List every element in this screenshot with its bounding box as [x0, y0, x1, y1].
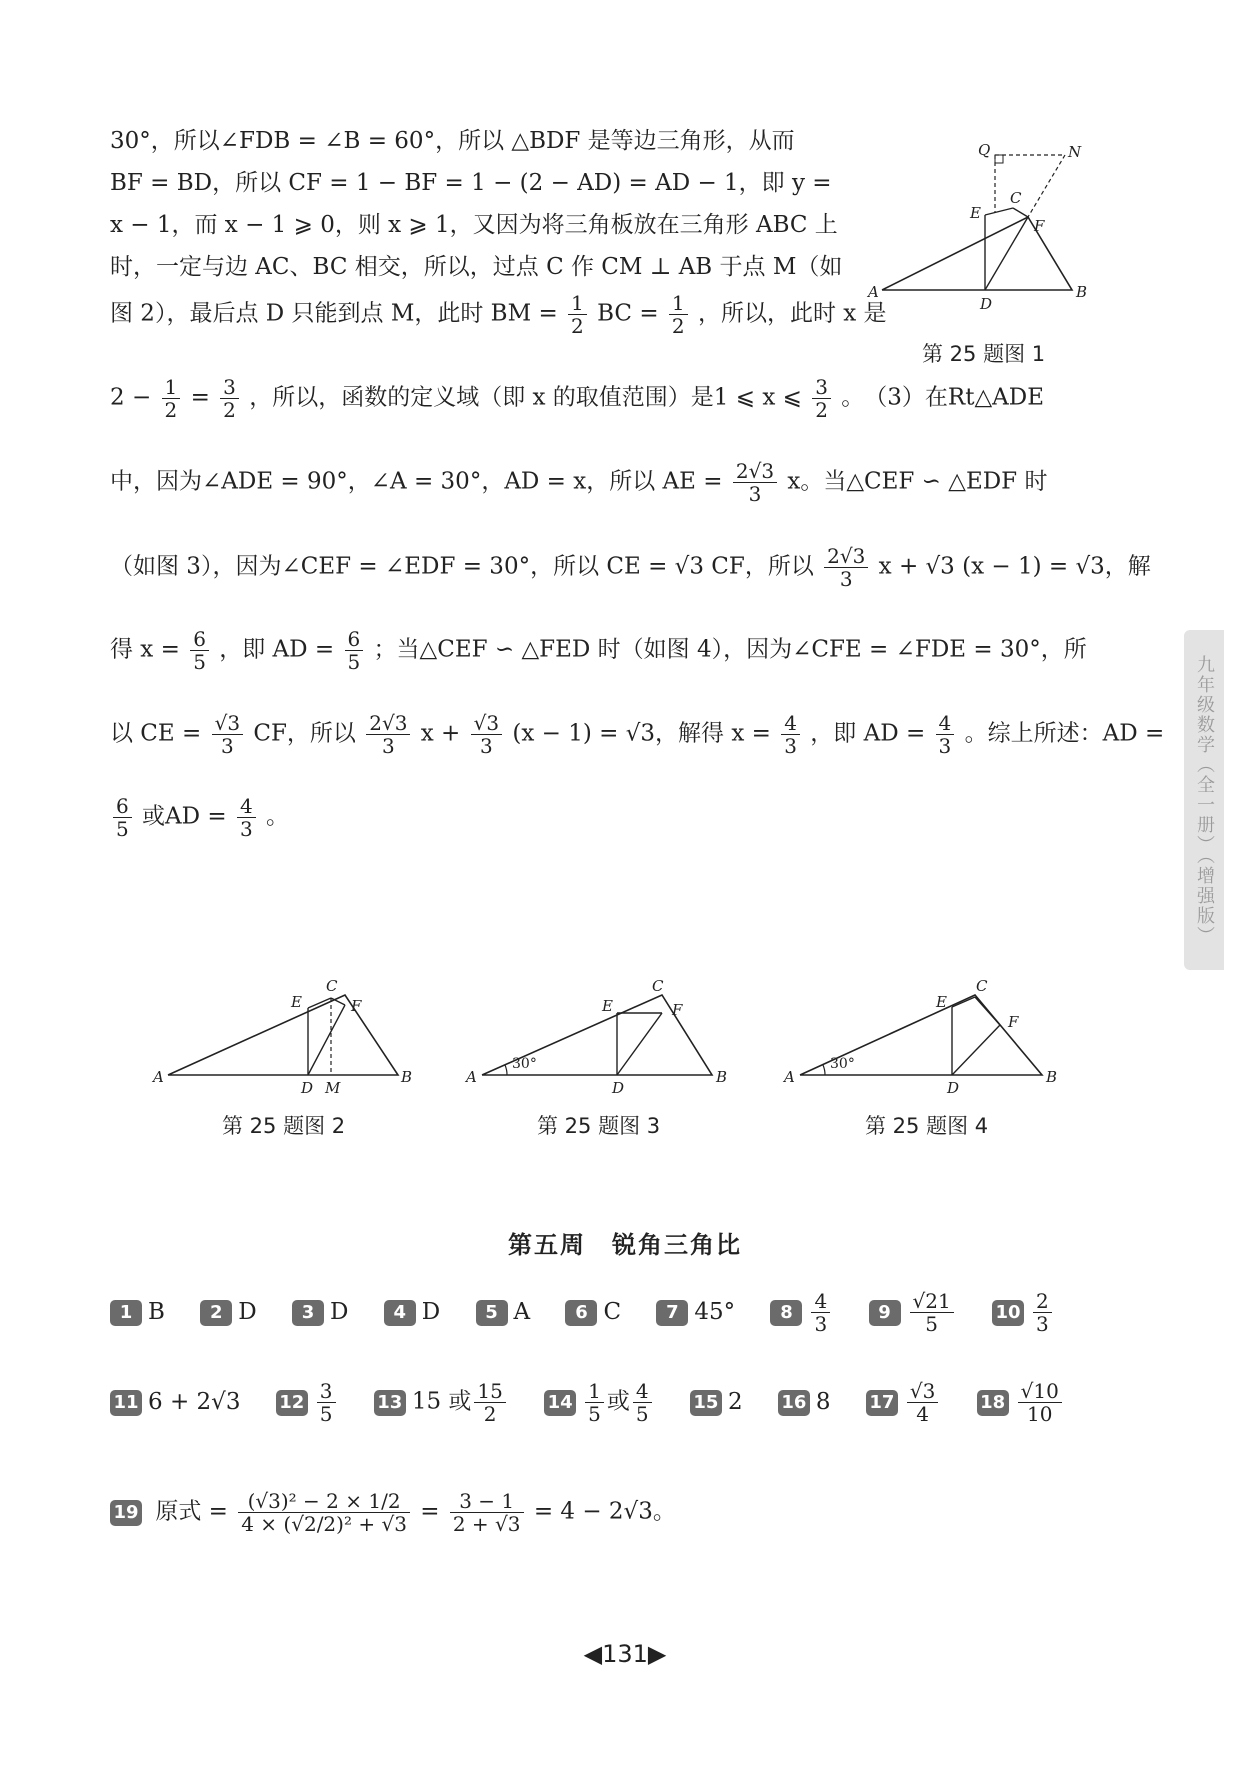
line5-text-b: BC =: [597, 300, 659, 327]
frac-den: 2 + √3: [452, 1512, 521, 1536]
figure-4: [780, 955, 1070, 1095]
frac-num: 4: [237, 795, 256, 818]
frac-num: √21: [910, 1290, 954, 1313]
solution-line-8: [110, 545, 1151, 590]
fraction-4-3-c: [237, 795, 256, 840]
label-B: B: [1076, 283, 1088, 301]
frac-den: 3: [381, 734, 395, 758]
answers-row-2: [110, 1380, 1093, 1425]
line9-text-c: ；当△CEF ∽ △FED 时（如图 4），因为∠CFE = ∠FDE = 30°，所: [373, 636, 1087, 663]
frac-num: (√3)² − 2 × 1/2: [238, 1490, 410, 1513]
fraction-4-3-b: [936, 712, 955, 757]
frac-den: 4 × (√2/2)² + √3: [241, 1512, 407, 1536]
question-number-badge: 7: [656, 1300, 688, 1326]
q19-prefix: 原式 =: [155, 1498, 228, 1525]
label-B: B: [401, 1068, 413, 1086]
fraction-3-2-b: [812, 376, 831, 421]
line11-text-b: 。: [266, 803, 290, 830]
answer-12: [276, 1380, 339, 1425]
q19-fraction-1: [238, 1490, 410, 1535]
frac-num: 3: [317, 1380, 336, 1403]
answer-18: [977, 1380, 1065, 1425]
frac-num: 6: [190, 628, 209, 651]
fraction-half-3: [162, 376, 181, 421]
frac-num: √10: [1018, 1380, 1062, 1403]
question-number-badge: 6: [565, 1300, 597, 1326]
label-A: A: [466, 1068, 477, 1086]
question-number-badge: 15: [690, 1390, 722, 1416]
label-C: C: [652, 977, 664, 995]
solution-line-5: [110, 292, 887, 337]
frac-den: 3: [938, 734, 952, 758]
frac-den: 5: [193, 650, 206, 674]
figure-3: [462, 955, 742, 1095]
question-number-badge: 8: [770, 1300, 802, 1326]
answer-7: [656, 1299, 735, 1326]
question-number-badge: 5: [476, 1300, 508, 1326]
answers-row-1: [110, 1290, 1083, 1335]
answer-11: [110, 1389, 240, 1416]
frac-den: 5: [635, 1402, 649, 1426]
question-number-badge: 2: [200, 1300, 232, 1326]
frac-num: 2√3: [733, 460, 777, 483]
frac-num: 1: [162, 376, 181, 399]
frac-num: 3: [220, 376, 239, 399]
line10-text-e: ，即 AD =: [810, 720, 926, 747]
answer-5: [476, 1299, 531, 1326]
question-number-badge: 18: [977, 1390, 1009, 1416]
answer-9: [869, 1290, 957, 1335]
answer-19: [110, 1490, 676, 1535]
question-number-badge: 9: [869, 1300, 901, 1326]
side-tab: 九年级数学（全一册）（增强版）: [1184, 630, 1224, 970]
frac-den: 2: [815, 398, 828, 422]
label-E: E: [291, 993, 302, 1011]
solution-line-11: [110, 795, 289, 840]
frac-den: 5: [588, 1402, 601, 1426]
frac-num: 2√3: [366, 712, 410, 735]
answer-value: 6 + 2√3: [148, 1389, 241, 1415]
line8-text-a: （如图 3），因为∠CEF = ∠EDF = 30°，所以 CE = √3 CF，所以: [110, 553, 814, 580]
answer-17: [866, 1380, 941, 1425]
label-C: C: [326, 977, 338, 995]
frac-num: 1: [568, 292, 587, 315]
figure-4-caption: 第 25 题图 4: [865, 1114, 989, 1138]
line6-text-b: =: [190, 384, 210, 411]
answer-16: [778, 1389, 831, 1416]
figure-1: [860, 135, 1100, 310]
frac-den: 3: [748, 482, 762, 506]
line6-text-c: ，所以，函数的定义域（即 x 的取值范围）是1 ⩽ x ⩽: [249, 384, 802, 411]
label-E: E: [970, 204, 981, 222]
line10-text-c: x +: [420, 720, 461, 747]
answer-value: 45°: [694, 1299, 736, 1325]
question-number-badge: 16: [778, 1390, 810, 1416]
page-number: ◀131▶: [583, 1640, 667, 1668]
frac-den: 3: [814, 1312, 828, 1336]
label-C: C: [976, 977, 988, 995]
line8-text-b: x + √3 (x − 1) = √3，解: [878, 553, 1151, 580]
fraction-r3-3: [212, 712, 243, 757]
frac-den: 3: [784, 734, 797, 758]
line11-text-a: 或AD =: [142, 803, 227, 830]
q19-fraction-2: [450, 1490, 524, 1535]
answer-1: [110, 1299, 165, 1326]
frac-den: 5: [116, 817, 129, 841]
line6-text-a: 2 −: [110, 384, 152, 411]
frac-num: √3: [471, 712, 502, 735]
frac-num: 2: [1033, 1290, 1052, 1313]
fraction-4-3: [781, 712, 800, 757]
line6-text-d: 。 （3）在Rt△ADE: [841, 384, 1044, 411]
label-B: B: [1046, 1068, 1058, 1086]
frac-num: 6: [113, 795, 132, 818]
frac-num: 4: [781, 712, 800, 735]
answer-3: [292, 1299, 348, 1326]
frac-den: 3: [839, 567, 853, 591]
solution-line-6: [110, 376, 1044, 421]
figure-2: [148, 955, 418, 1095]
frac-num: 1: [585, 1380, 604, 1403]
answer-value: D: [421, 1299, 441, 1325]
line9-text-a: 得 x =: [110, 636, 180, 663]
frac-den: 4: [916, 1402, 929, 1426]
figure-1-caption: 第 25 题图 1: [922, 342, 1046, 366]
label-C: C: [1010, 189, 1022, 207]
label-E: E: [602, 997, 613, 1015]
frac-num: 2√3: [824, 545, 868, 568]
answer-value: D: [329, 1299, 349, 1325]
angle-30-label: 30°: [830, 1056, 855, 1072]
figure-3-caption: 第 25 题图 3: [537, 1114, 661, 1138]
frac-den: 5: [925, 1312, 938, 1336]
label-A: A: [153, 1068, 164, 1086]
label-N: N: [1068, 143, 1082, 161]
answer-value: 8: [815, 1389, 831, 1415]
frac-den: 3: [240, 817, 253, 841]
angle-30-label: 30°: [512, 1056, 537, 1072]
frac-den: 5: [347, 650, 361, 674]
frac-num: 6: [345, 628, 364, 651]
answer-value: D: [238, 1299, 257, 1325]
label-D: D: [301, 1079, 314, 1095]
answer-2: [200, 1299, 256, 1326]
line9-text-b: ，即 AD =: [219, 636, 335, 663]
frac-den: 10: [1027, 1402, 1053, 1426]
figure-2-caption: 第 25 题图 2: [222, 1114, 346, 1138]
line5-text-a: 图 2），最后点 D 只能到点 M，此时 BM =: [110, 300, 558, 327]
solution-line-1: 30°，所以∠FDB = ∠B = 60°，所以 △BDF 是等边三角形，从而: [110, 128, 795, 154]
answer-14: [544, 1380, 654, 1425]
answer-13: [374, 1380, 509, 1425]
frac-num: 1: [669, 292, 688, 315]
frac-den: 2: [483, 1402, 497, 1426]
answer-15: [690, 1389, 743, 1416]
frac-num: 3: [812, 376, 831, 399]
line10-text-b: CF，所以: [253, 720, 356, 747]
answer-value: 15 或: [411, 1388, 472, 1415]
label-A: A: [868, 283, 879, 301]
frac-num: √3: [907, 1380, 938, 1403]
question-number-badge: 13: [374, 1390, 406, 1416]
fraction-6-5: [190, 628, 209, 673]
fraction-half: [568, 292, 587, 337]
answer-value: B: [148, 1299, 165, 1325]
frac-num: 4: [633, 1380, 652, 1403]
solution-line-10: [110, 712, 1164, 757]
question-number-badge: 19: [110, 1500, 142, 1526]
answer-separator: 或: [606, 1388, 630, 1415]
answer-8: [770, 1290, 833, 1335]
frac-num: √3: [212, 712, 243, 735]
question-number-badge: 3: [292, 1300, 324, 1326]
label-D: D: [612, 1079, 625, 1095]
fraction-2r3-3-c: [366, 712, 410, 757]
fraction-2r3-3: [733, 460, 777, 505]
label-F: F: [1008, 1013, 1019, 1031]
section-title: 第五周 锐角三角比: [508, 1231, 742, 1259]
solution-line-2: BF = BD，所以 CF = 1 − BF = 1 − (2 − AD) = AD − 1，即 y =: [110, 170, 832, 196]
line5-text-c: ，所以，此时 x 是: [697, 300, 887, 327]
frac-den: 3: [480, 734, 493, 758]
label-F: F: [351, 997, 362, 1015]
solution-line-3: x − 1，而 x − 1 ⩾ 0，则 x ⩾ 1，又因为将三角板放在三角形 ABC 上: [110, 212, 838, 238]
label-E: E: [936, 993, 947, 1011]
frac-den: 3: [1036, 1312, 1049, 1336]
q19-equals: =: [420, 1498, 440, 1525]
question-number-badge: 4: [384, 1300, 416, 1326]
fraction-6-5-b: [345, 628, 364, 673]
fraction-half-2: [669, 292, 688, 337]
question-number-badge: 10: [992, 1300, 1024, 1326]
question-number-badge: 14: [544, 1390, 576, 1416]
solution-line-9: [110, 628, 1087, 673]
label-D: D: [980, 295, 993, 310]
frac-den: 2: [164, 398, 178, 422]
label-A: A: [784, 1068, 795, 1086]
fraction-r3-3-b: [471, 712, 502, 757]
frac-den: 2: [671, 314, 685, 338]
question-number-badge: 17: [866, 1390, 898, 1416]
frac-num: 3 − 1: [450, 1490, 524, 1513]
fraction-6-5-c: [113, 795, 132, 840]
line10-text-f: 。综上所述：AD =: [964, 720, 1165, 747]
answer-value: 2: [727, 1389, 743, 1415]
answer-6: [565, 1299, 621, 1326]
answer-value: C: [603, 1299, 622, 1325]
question-number-badge: 11: [110, 1390, 142, 1416]
frac-num: 15: [474, 1380, 505, 1403]
fraction-2r3-3-b: [824, 545, 868, 590]
frac-num: 4: [811, 1290, 830, 1313]
question-number-badge: 1: [110, 1300, 142, 1326]
label-Q: Q: [978, 141, 991, 159]
frac-den: 3: [220, 734, 234, 758]
question-number-badge: 12: [276, 1390, 308, 1416]
line7-text-b: x。当△CEF ∽ △EDF 时: [787, 468, 1048, 495]
label-M: M: [325, 1079, 341, 1095]
label-F: F: [1034, 217, 1045, 235]
fraction-3-2: [220, 376, 239, 421]
line7-text-a: 中，因为∠ADE = 90°，∠A = 30°，AD = x，所以 AE =: [110, 468, 723, 495]
label-F: F: [672, 1001, 683, 1019]
line10-text-a: 以 CE =: [110, 720, 202, 747]
frac-den: 2: [571, 314, 584, 338]
label-B: B: [716, 1068, 728, 1086]
label-D: D: [947, 1079, 960, 1095]
q19-result: = 4 − 2√3。: [533, 1498, 676, 1525]
frac-den: 2: [223, 398, 236, 422]
line10-text-d: (x − 1) = √3，解得 x =: [512, 720, 771, 747]
solution-line-4: 时，一定与边 AC、BC 相交，所以，过点 C 作 CM ⊥ AB 于点 M（如: [110, 254, 843, 280]
frac-den: 5: [319, 1402, 333, 1426]
answer-4: [384, 1299, 440, 1326]
answer-10: [992, 1290, 1055, 1335]
frac-num: 4: [936, 712, 955, 735]
answer-value: A: [513, 1299, 531, 1325]
solution-line-7: [110, 460, 1047, 505]
